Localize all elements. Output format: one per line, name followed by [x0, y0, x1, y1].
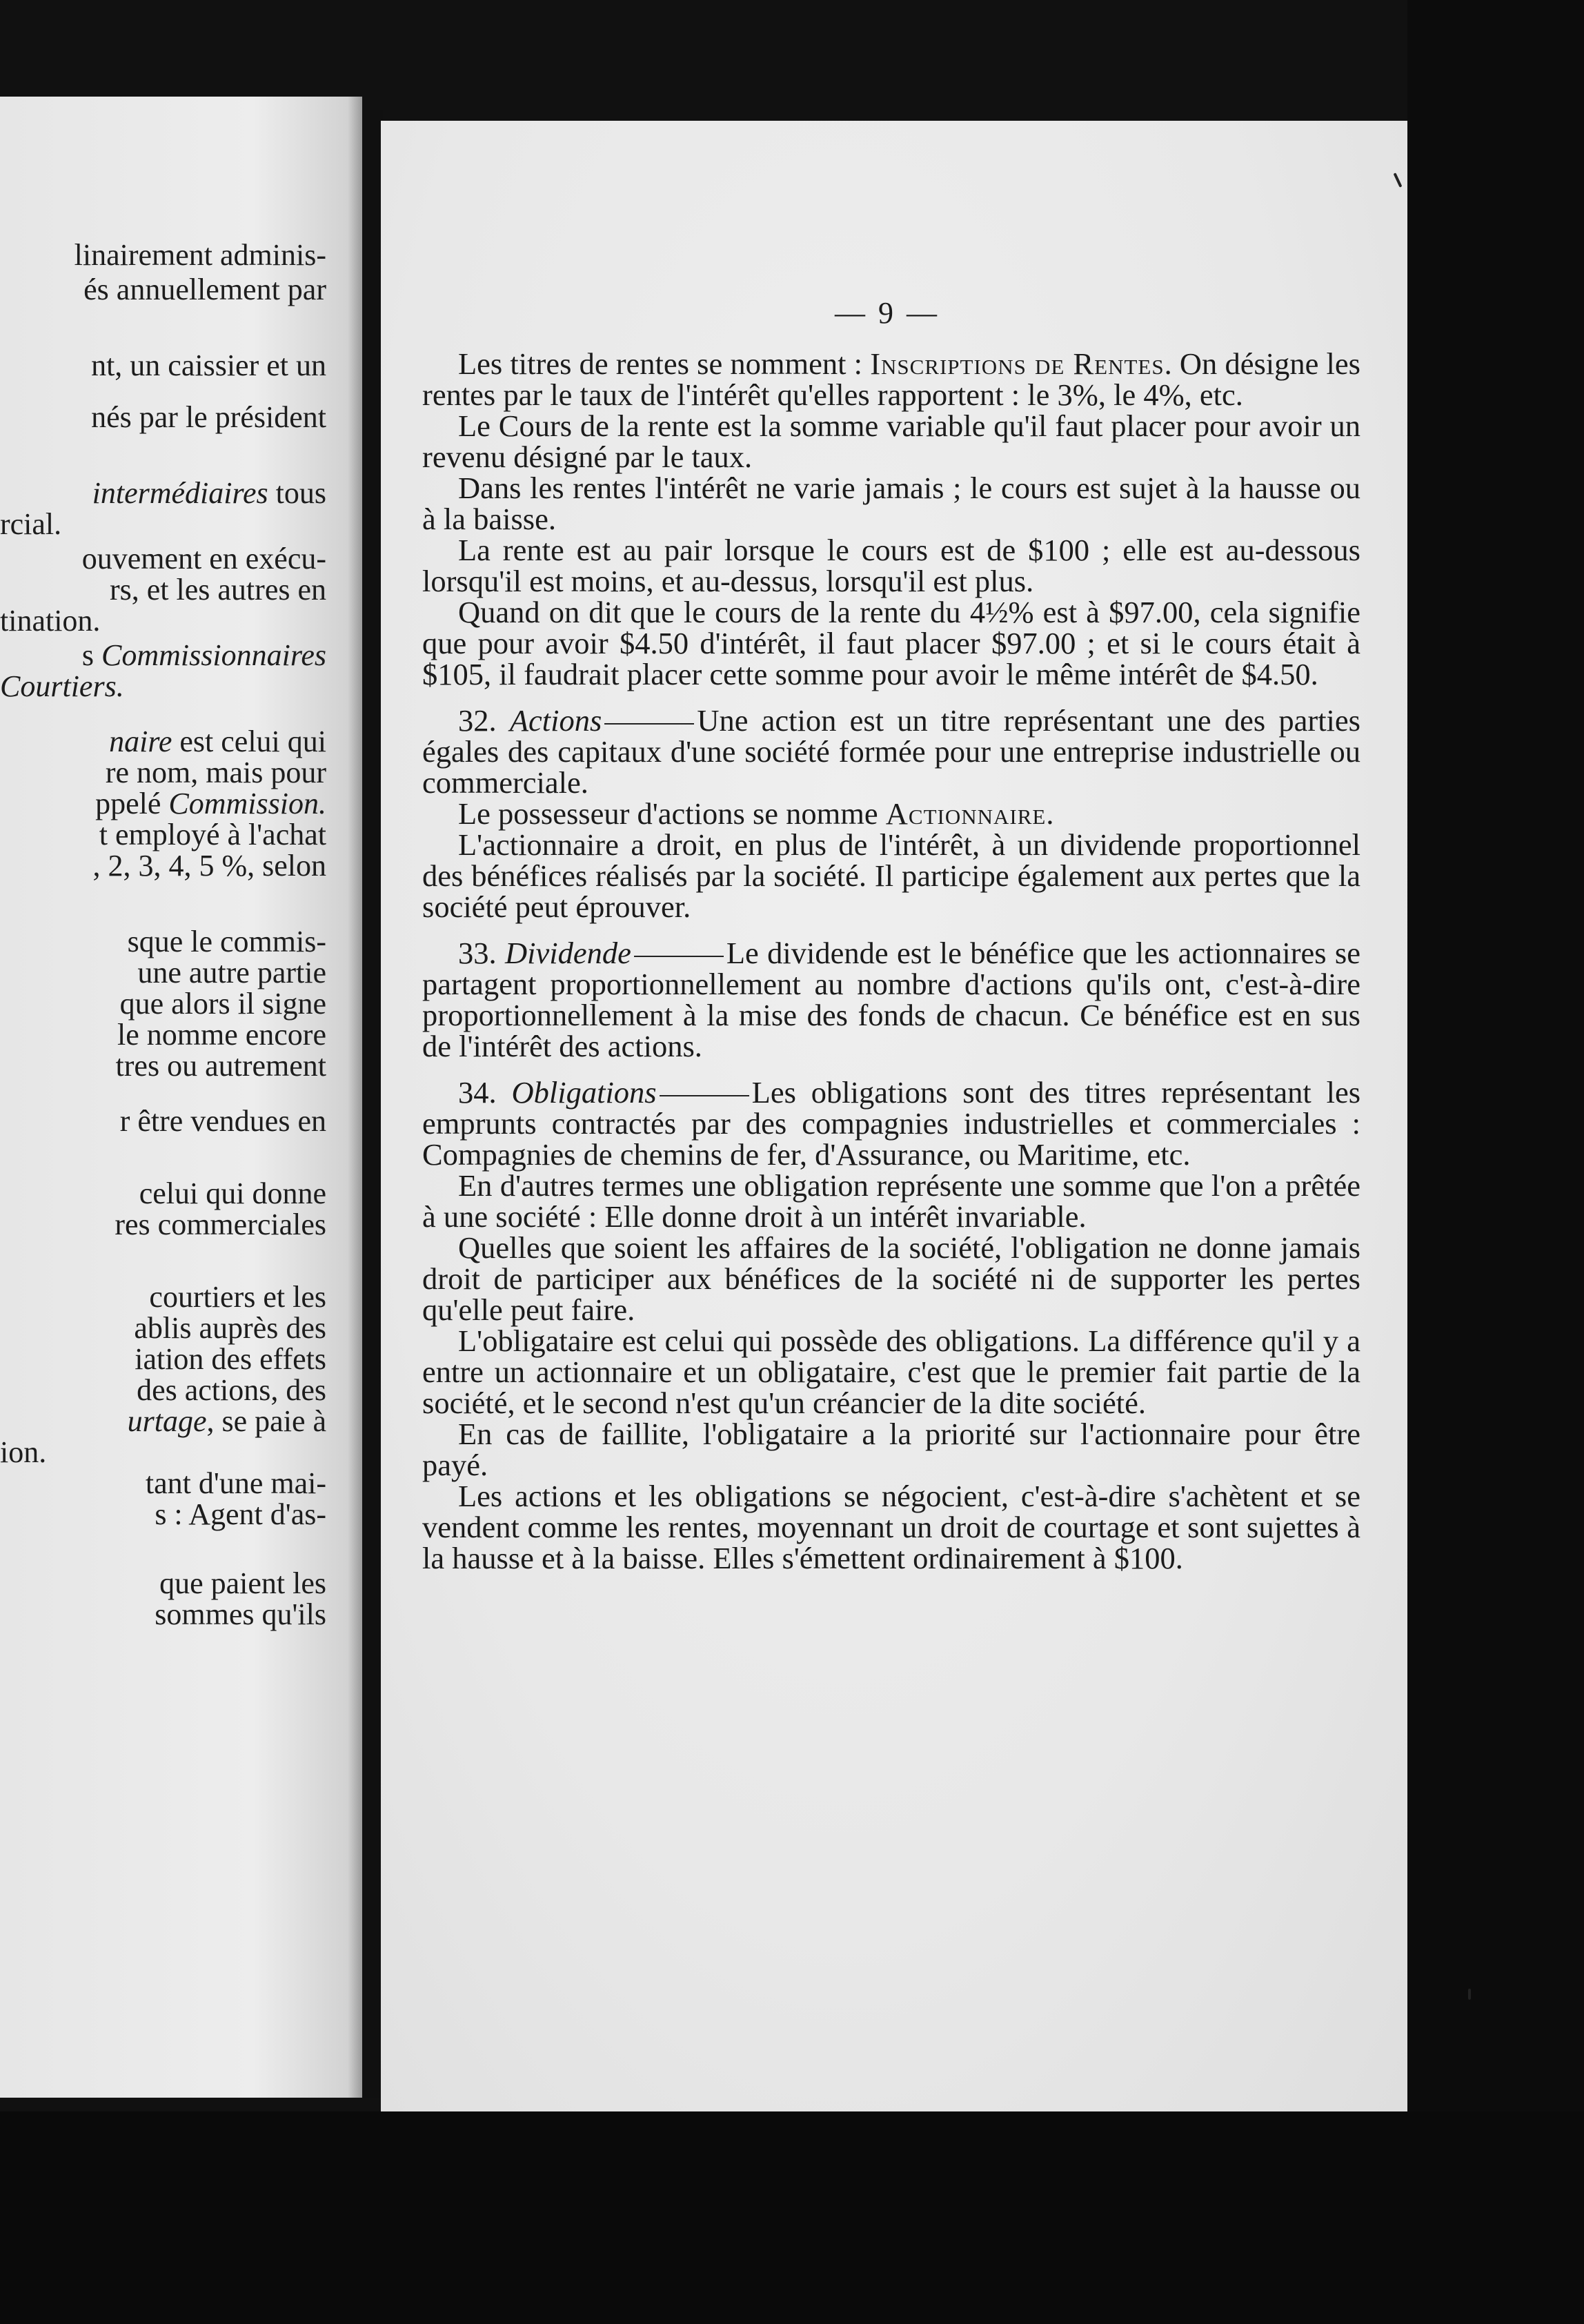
page-number: — 9 — — [835, 296, 940, 330]
text-run: courtiers et les — [149, 1280, 326, 1314]
small-caps-term: Actionnaire — [885, 796, 1047, 831]
left-page-line — [109, 725, 326, 759]
left-page-line — [82, 638, 326, 673]
text-run: . On désigne les rentes par le taux de l'intérêt qu'elles rapportent : le 3%, le 4%, etc. — [422, 346, 1360, 412]
italic-term: urtage — [127, 1404, 207, 1438]
text-run: nés par le président — [91, 400, 326, 434]
left-page-line — [92, 476, 326, 511]
text-run: le nomme encore — [117, 1018, 326, 1052]
text-run: , se paie à — [206, 1404, 326, 1438]
text-run: t employé à l'achat — [99, 818, 326, 851]
left-page-line — [82, 542, 326, 576]
text-run: sommes qu'ils — [155, 1597, 326, 1631]
em-dash-rule — [660, 1095, 749, 1096]
text-run: re nom, mais pour — [105, 756, 326, 789]
text-run: tres ou autrement — [115, 1049, 326, 1083]
book-gutter — [362, 110, 383, 2098]
left-page-line — [91, 348, 326, 383]
text-run: linairement adminis- — [74, 238, 326, 272]
text-run: iation des effets — [135, 1342, 326, 1376]
left-page-line — [116, 1049, 326, 1083]
text-run: 32. — [458, 703, 510, 738]
text-run: sque le commis- — [127, 925, 326, 958]
text-run: Le Cours de la rente est la somme variable qu'il faut placer pour avoir un revenu désigné par le taux. — [422, 408, 1360, 474]
text-run: que alors il signe — [119, 987, 326, 1021]
text-run: que paient les — [159, 1566, 326, 1600]
text-run: 34. — [458, 1075, 512, 1110]
text-run: s : Agent d'as- — [155, 1497, 326, 1531]
left-page-line — [0, 507, 61, 542]
left-page-line — [117, 1018, 326, 1052]
paragraph — [422, 829, 1360, 923]
left-page-line — [146, 1466, 326, 1501]
text-run: rs, et les autres en — [110, 573, 326, 607]
left-page-line — [149, 1280, 326, 1314]
text-run: 33. — [458, 936, 505, 970]
left-page-line — [115, 1208, 326, 1242]
text-run: Le possesseur d'actions se nomme — [458, 796, 886, 831]
italic-term: Courtiers. — [0, 669, 124, 703]
paragraph — [422, 1232, 1360, 1326]
text-run: Les obligations sont des titres représentant les emprunts contractés par des compagnies industrielles et commerciales : Compagnies de chemins de fer, d'Assurance, ou Maritime, etc. — [422, 1075, 1361, 1172]
italic-term: naire — [109, 725, 172, 758]
text-run: Le dividende est le bénéfice que les actionnaires se partagent proportionnellement au nombre d'actions qu'ils ont, c'est-à-dire proportionnellement à la mise des fonds de chacun. Ce bénéfice est en sus de l'intérêt des actions. — [422, 936, 1361, 1063]
page-body — [422, 348, 1360, 1574]
italic-term: intermédiaires — [92, 476, 268, 510]
paragraph — [422, 597, 1360, 690]
scan-speck — [1468, 1989, 1471, 2000]
text-run: ouvement en exécu- — [81, 542, 326, 575]
paragraph — [422, 473, 1360, 535]
paragraph — [422, 1419, 1360, 1481]
paragraph — [422, 1323, 1360, 1420]
left-page-line — [92, 849, 326, 883]
text-run: En d'autres termes une obligation représente une somme que l'on a prêtée à une société : Elle donne droit à un intérêt invariable. — [422, 1168, 1360, 1234]
em-dash-rule — [634, 956, 724, 957]
left-page-line — [134, 1311, 326, 1346]
text-run: Quelles que soient les affaires de la société, l'obligation ne donne jamais droit de participer aux bénéfices de la société ni de supporter les pertes qu'elle peut faire. — [422, 1230, 1360, 1327]
left-page-line — [0, 669, 124, 704]
left-page-line — [159, 1566, 326, 1601]
text-run: Les actions et les obligations se négocient, c'est-à-dire s'achètent et se vendent comme les rentes, moyennant un droit de courtage et sont sujettes à la hausse et à la baisse. Elles s'émettent ordinairement à $100. — [422, 1479, 1360, 1575]
italic-term: Commission. — [168, 787, 326, 820]
text-run: ion. — [0, 1435, 47, 1469]
left-page-line — [139, 1176, 326, 1211]
left-page-line — [137, 956, 326, 990]
text-run: ppelé — [95, 787, 169, 820]
text-run: s — [81, 638, 102, 672]
paragraph — [422, 938, 1360, 1062]
text-run: tant d'une mai- — [145, 1466, 326, 1500]
small-caps-term: Inscriptions de Rentes — [870, 346, 1165, 381]
text-run: celui qui donne — [139, 1176, 326, 1210]
paragraph — [422, 1481, 1360, 1574]
text-run: Quand on dit que le cours de la rente du 4½% est à $97.00, cela signifie que pour avoir $4.50 d'intérêt, il faut placer $97.00 ; et si le cours était à $105, il faudrait placer cette somme pour avoir le même intérêt de $4.50. — [422, 595, 1360, 691]
text-run: rcial. — [0, 507, 62, 541]
left-page-line — [95, 787, 326, 821]
text-run: tination. — [0, 604, 101, 638]
italic-term: Commissionnaires — [101, 638, 326, 672]
text-run: és annuellement par — [83, 273, 326, 306]
italic-term: Actions — [509, 703, 602, 738]
left-page-line — [155, 1597, 326, 1632]
text-run: est celui qui — [172, 725, 326, 758]
left-page-line — [128, 1404, 326, 1439]
left-page-line — [155, 1497, 326, 1532]
text-run: Dans les rentes l'intérêt ne varie jamais ; le cours est sujet à la hausse ou à la baisse. — [422, 471, 1360, 536]
left-page-line — [99, 818, 326, 852]
left-page-line — [0, 604, 100, 638]
text-run: Une action est un titre représentant une des parties égales des capitaux d'une société formée pour une entreprise industrielle ou commerciale. — [422, 703, 1360, 800]
text-run: r être vendues en — [119, 1104, 326, 1138]
italic-term: Obligations — [511, 1075, 657, 1110]
em-dash-rule — [604, 723, 694, 725]
paragraph — [422, 1077, 1360, 1170]
paragraph — [422, 535, 1360, 597]
text-run: En cas de faillite, l'obligataire a la priorité sur l'actionnaire pour être payé. — [422, 1417, 1360, 1482]
left-page-line — [137, 1373, 326, 1408]
left-page-line — [120, 1104, 326, 1139]
text-run: Les titres de rentes se nomment : — [458, 346, 871, 381]
text-run: , 2, 3, 4, 5 %, selon — [92, 849, 326, 883]
left-page-line — [91, 400, 326, 435]
paragraph — [422, 798, 1360, 829]
text-run: . — [1046, 796, 1054, 831]
paragraph — [422, 705, 1360, 798]
text-run: La rente est au pair lorsque le cours est de $100 ; elle est au-dessous lorsqu'il est moins, et au-dessus, lorsqu'il est plus. — [422, 533, 1360, 598]
left-page-line — [128, 925, 326, 959]
text-run: nt, un caissier et un — [91, 348, 326, 382]
left-page-line — [0, 1435, 46, 1470]
text-run: L'obligataire est celui qui possède des obligations. La différence qu'il y a entre un actionnaire et un obligataire, c'est que le premier fait partie de la société, et le second n'est qu'un créancier de la dite société. — [422, 1323, 1360, 1420]
left-page-line — [110, 573, 326, 607]
italic-term: Dividende — [504, 936, 631, 970]
paragraph — [422, 408, 1360, 474]
text-run: res commerciales — [115, 1208, 326, 1241]
left-page-line — [106, 756, 326, 790]
scan-border-bottom — [0, 2111, 1584, 2324]
text-run: tous — [268, 476, 326, 510]
text-run: ablis auprès des — [134, 1311, 326, 1345]
scan-border-right — [1407, 0, 1584, 2324]
text-run: une autre partie — [137, 956, 326, 989]
paragraph — [422, 1170, 1360, 1232]
text-run: L'actionnaire a droit, en plus de l'intérêt, à un dividende proportionnel des bénéfices réalisés par la société. Il participe également aux pertes que la société peut éprouver. — [422, 827, 1360, 924]
left-page-line — [135, 1342, 326, 1377]
text-run: des actions, des — [137, 1373, 326, 1407]
paragraph — [422, 348, 1360, 411]
left-page-line — [75, 238, 326, 273]
left-page-line — [120, 987, 326, 1021]
previous-page — [0, 97, 362, 2098]
left-page-line — [83, 273, 326, 307]
